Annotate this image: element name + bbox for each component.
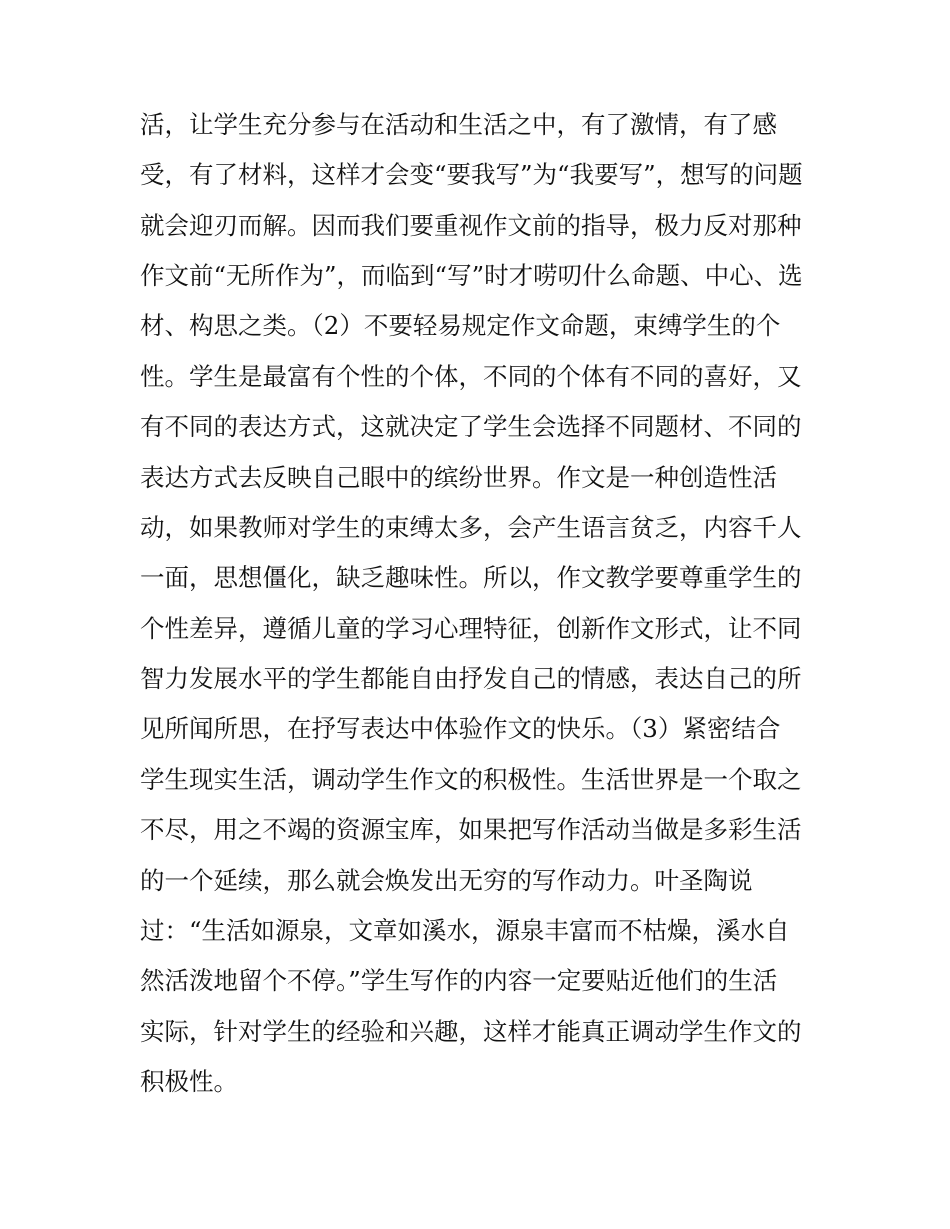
text-line: 智力发展水平的学生都能自由抒发自己的情感，表达自己的所 bbox=[140, 664, 802, 693]
text-line: 实际，针对学生的经验和兴趣，这样才能真正调动学生作文的 bbox=[140, 1017, 802, 1046]
text-line: 就会迎刃而解。因而我们要重视作文前的指导，极力反对那种 bbox=[140, 211, 802, 240]
text-line: 学生现实生活，调动学生作文的积极性。生活世界是一个取之 bbox=[140, 765, 802, 794]
text-line: 不尽，用之不竭的资源宝库，如果把写作活动当做是多彩生活 bbox=[140, 815, 802, 844]
text-line: 积极性。 bbox=[140, 1067, 238, 1096]
text-line: 过：“生活如源泉，文章如溪水，源泉丰富而不枯燥，溪水自 bbox=[140, 916, 790, 945]
text-line: 然活泼地留个不停。”学生写作的内容一定要贴近他们的生活 bbox=[140, 966, 778, 995]
text-line: 性。学生是最富有个性的个体，不同的个体有不同的喜好，又 bbox=[140, 362, 802, 391]
text-line: 见所闻所思，在抒写表达中体验作文的快乐。（3）紧密结合 bbox=[140, 714, 781, 743]
text-line: 的一个延续，那么就会焕发出无穷的写作动力。叶圣陶说 bbox=[140, 866, 753, 895]
text-line: 个性差异，遵循儿童的学习心理特征，创新作文形式，让不同 bbox=[140, 614, 802, 643]
text-line: 动，如果教师对学生的束缚太多，会产生语言贫乏，内容千人 bbox=[140, 513, 802, 542]
text-line: 作文前“无所作为”，而临到“写”时才唠叨什么命题、中心、选 bbox=[140, 261, 803, 290]
text-line: 受，有了材料，这样才会变“要我写”为“我要写”，想写的问题 bbox=[140, 160, 803, 189]
text-line: 活，让学生充分参与在活动和生活之中，有了激情，有了感 bbox=[140, 110, 777, 139]
text-line: 一面，思想僵化，缺乏趣味性。所以，作文教学要尊重学生的 bbox=[140, 563, 802, 592]
text-line: 有不同的表达方式，这就决定了学生会选择不同题材、不同的 bbox=[140, 412, 802, 441]
text-line: 材、构思之类。（2）不要轻易规定作文命题，束缚学生的个 bbox=[140, 311, 781, 340]
text-line: 表达方式去反映自己眼中的缤纷世界。作文是一种创造性活 bbox=[140, 463, 777, 492]
